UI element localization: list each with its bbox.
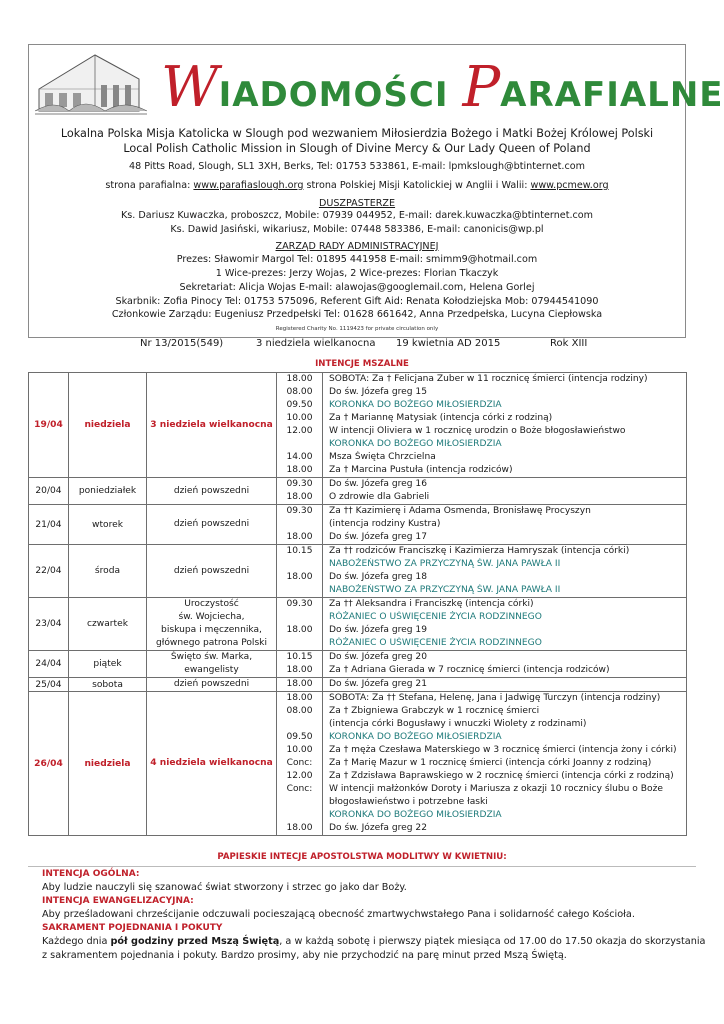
intention-line: Do św. Józefa greg 20 [329, 652, 427, 662]
board-member-3: Sekretariat: Alicja Wojas E-mail: alawojas@googlemail.com, Helena Gorlej [179, 282, 535, 293]
day-row [29, 505, 687, 545]
intention-line: Do św. Józefa greg 18 [329, 572, 427, 582]
day-date: 19/04 [29, 373, 69, 478]
mass-intentions [323, 545, 687, 598]
sacrament-heading: SAKRAMENT POJEDNANIA I POKUTY [42, 923, 223, 933]
newsletter-title [161, 55, 724, 119]
intention-line: Do św. Józefa greg 19 [329, 625, 427, 635]
mass-intentions [323, 598, 687, 651]
mass-time: 08.00 [286, 387, 313, 397]
mass-time: 09.50 [286, 732, 313, 742]
day-date: 25/04 [29, 678, 69, 692]
day-date: 20/04 [29, 478, 69, 505]
intention-line: Za †† rodziców Franciszkę i Kazimierza Hamryszak (intencja córki) [329, 546, 630, 556]
sacrament-text-2: z sakramentem pojednania i pokuty. Bardzo prosimy, aby nie przychodzić na parę minut przed Mszą Świętą. [42, 950, 567, 961]
mass-times [277, 373, 323, 478]
board-member-2: 1 Wice-prezes: Jerzy Wojas, 2 Wice-prezes: Florian Tkaczyk [215, 268, 499, 279]
day-weekday: piątek [69, 651, 147, 678]
feast-line: dzień powszedni [173, 519, 250, 529]
intention-line: Do św. Józefa greg 21 [329, 679, 427, 689]
mass-intentions [323, 505, 687, 545]
mass-time [277, 718, 322, 731]
intention-line: Za † Adriana Gierada w 7 rocznicę śmierci (intencja rodziców) [329, 665, 610, 675]
day-feast [147, 598, 277, 651]
mass-time: 18.00 [286, 823, 313, 833]
mass-time: 10.15 [286, 546, 313, 556]
intention-line: SOBOTA: Za † Felicjana Zuber w 11 rocznicę śmierci (intencja rodziny) [329, 374, 648, 384]
mass-time [277, 637, 322, 650]
mass-times [277, 692, 323, 836]
feast-line: Uroczystość [184, 599, 239, 609]
devotion-line: KORONKA DO BOŻEGO MIŁOSIERDZIA [329, 810, 502, 820]
issue-date: 19 kwietnia AD 2015 [396, 338, 501, 349]
masses-title: INTENCJE MSZALNE [315, 359, 409, 369]
mass-time: 18.00 [286, 374, 313, 384]
issue-number: Nr 13/2015(549) [140, 338, 224, 349]
day-date: 23/04 [29, 598, 69, 651]
mass-time: 09.30 [286, 506, 313, 516]
day-weekday: czwartek [69, 598, 147, 651]
day-feast [147, 545, 277, 598]
mass-time [277, 584, 322, 597]
intention-line: Do św. Józefa greg 16 [329, 479, 427, 489]
issue-year: Rok XIII [550, 338, 588, 349]
intention-line: Za †† Kazimierę i Adama Osmenda, Bronisławę Procyszyn [329, 506, 591, 516]
day-weekday: niedziela [69, 373, 147, 478]
day-feast [147, 478, 277, 505]
day-date: 22/04 [29, 545, 69, 598]
mass-intentions [323, 651, 687, 678]
day-row [29, 545, 687, 598]
mass-times [277, 598, 323, 651]
mass-time: 08.00 [286, 706, 313, 716]
mass-time: 18.00 [286, 693, 313, 703]
day-feast [147, 651, 277, 678]
mass-times [277, 651, 323, 678]
mass-time: 18.00 [286, 492, 313, 502]
devotion-line: RÓŻANIEC O UŚWIĘCENIE ŻYCIA RODZINNEGO [329, 612, 542, 622]
board-member-5: Członkowie Zarządu: Eugeniusz Przedpełski Tel: 01628 661642, Anna Przedpełska, Lucyna Ciepłowska [111, 309, 603, 320]
mass-time: 10.15 [286, 652, 313, 662]
mass-time [277, 438, 322, 451]
mass-time: 09.30 [286, 599, 313, 609]
day-feast [147, 692, 277, 836]
feast-line: ewangelisty [184, 665, 239, 675]
divider [28, 866, 696, 867]
church-illustration [35, 49, 147, 115]
day-weekday: niedziela [69, 692, 147, 836]
day-date: 24/04 [29, 651, 69, 678]
priests-heading: DUSZPASTERZE [318, 198, 396, 209]
day-row [29, 598, 687, 651]
websites-line: strona parafialna: www.parafiaslough.org strona Polskiej Misji Katolickiej w Anglii i Walii: www.pcmew.org [105, 180, 609, 191]
board-heading: ZARZĄD RADY ADMINISTRACYJNEJ [275, 241, 439, 252]
intention-line: (intencja rodziny Kustra) [329, 519, 441, 529]
mass-time: 10.00 [286, 745, 313, 755]
intention-line: W intencji Oliviera w 1 rocznicę urodzin o Boże błogosławieństwo [329, 426, 626, 436]
title-initial-w: W [161, 55, 219, 120]
priest-2: Ks. Dawid Jasiński, wikariusz, Mobile: 07448 583386, E-mail: canonicis@wp.pl [170, 224, 544, 235]
day-date: 21/04 [29, 505, 69, 545]
papal-intentions-title: PAPIESKIE INTECJE APOSTOLSTWA MODLITWY W KWIETNIU: [217, 852, 507, 862]
title-word-1: IADOMOŚCI [218, 75, 449, 115]
mass-time: 18.00 [286, 665, 313, 675]
intention-line: W intencji małżonków Doroty i Mariusza z okazji 10 rocznicy ślubu o Boże [329, 784, 663, 794]
mass-time [277, 796, 322, 809]
devotion-line: NABOŻEŃSTWO ZA PRZYCZYNĄ ŚW. JANA PAWŁA II [329, 559, 561, 569]
mass-time [277, 518, 322, 531]
mass-time: 09.30 [286, 479, 313, 489]
intention-line: Msza Święta Chrzcielna [329, 452, 436, 462]
day-feast [147, 373, 277, 478]
intention-line: (intencja córki Bogusławy i wnuczki Wiolety z rodzinami) [329, 719, 587, 729]
mass-times [277, 545, 323, 598]
devotion-line: KORONKA DO BOŻEGO MIŁOSIERDZIA [329, 732, 502, 742]
intention-line: Do św. Józefa greg 15 [329, 387, 427, 397]
day-weekday: wtorek [69, 505, 147, 545]
intention-line: O zdrowie dla Gabrieli [329, 492, 430, 502]
day-row [29, 651, 687, 678]
mass-time: Conc: [286, 758, 313, 768]
day-row [29, 678, 687, 692]
day-weekday: sobota [69, 678, 147, 692]
devotion-line: KORONKA DO BOŻEGO MIŁOSIERDZIA [329, 400, 502, 410]
pcmew-website-link[interactable]: www.pcmew.org [530, 180, 609, 191]
mass-time: 18.00 [286, 679, 313, 689]
feast-line: biskupa i męczennika, [161, 625, 262, 635]
feast-line: św. Wojciecha, [178, 612, 245, 622]
parish-website-link[interactable]: www.parafiaslough.org [193, 180, 304, 191]
general-intention-heading: INTENCJA OGÓLNA: [42, 869, 140, 879]
intention-line: Za † Marię Mazur w 1 rocznicę śmierci (intencja córki Joanny z rodziną) [329, 758, 652, 768]
feast-line: dzień powszedni [173, 565, 250, 576]
feast-line: dzień powszedni [173, 485, 250, 496]
mass-time: 18.00 [286, 572, 313, 582]
mass-time: 18.00 [286, 465, 313, 475]
mass-intentions [323, 478, 687, 505]
devotion-line: NABOŻEŃSTWO ZA PRZYCZYNĄ ŚW. JANA PAWŁA II [329, 585, 561, 595]
mass-time: 12.00 [286, 426, 313, 436]
sacrament-text-1: Każdego dnia pół godziny przed Mszą Świętą, a w każdą sobotę i pierwszy piątek miesiąca od 17.00 do 17.50 okazja do skorzystania [42, 936, 706, 947]
day-row [29, 692, 687, 836]
newsletter-header [28, 44, 724, 338]
mass-time: Conc: [286, 784, 313, 794]
intention-line: Za †† Aleksandra i Franciszkę (intencja córki) [329, 599, 534, 609]
general-intention-text: Aby ludzie nauczyli się szanować świat stworzony i strzec go jako dar Boży. [42, 882, 407, 893]
mass-intentions [323, 692, 687, 836]
title-initial-p: P [462, 55, 501, 120]
mass-time: 14.00 [286, 452, 313, 462]
day-weekday: poniedziałek [69, 478, 147, 505]
board-member-1: Prezes: Sławomir Margol Tel: 01895 441958 E-mail: smimm9@hotmail.com [176, 254, 538, 265]
feast-line: głównego patrona Polski [156, 638, 267, 648]
intention-line: Za † Zdzisława Baprawskiego w 2 rocznicę śmierci (intencja córki z rodziną) [329, 771, 674, 781]
intention-line: Za † męża Czesława Materskiego w 3 rocznicę śmierci (intencja żony i córki) [329, 745, 677, 755]
feast-line: dzień powszedni [173, 679, 250, 689]
intention-line: Za † Zbigniewa Grabczyk w 1 rocznicę śmierci [329, 706, 540, 716]
mass-time: 10.00 [286, 413, 313, 423]
intention-line: Za † Mariannę Matysiak (intencja córki z rodziną) [329, 413, 553, 423]
mass-time: 12.00 [286, 771, 313, 781]
day-date: 26/04 [29, 692, 69, 836]
priest-1: Ks. Dariusz Kuwaczka, proboszcz, Mobile: 07939 044952, E-mail: darek.kuwaczka@btinternet.com [121, 210, 593, 221]
mass-time: 18.00 [286, 532, 313, 542]
mass-time [277, 558, 322, 571]
intention-line: błogosławieństwo i potrzebne łaski [329, 797, 488, 807]
mass-times [277, 678, 323, 692]
feast-line: Święto św. Marka, [170, 652, 253, 662]
feast-line: 3 niedziela wielkanocna [150, 419, 273, 430]
mission-address: 48 Pitts Road, Slough, SL1 3XH, Berks, Tel: 01753 533861, E-mail: lpmkslough@btinternet.com [129, 161, 585, 172]
intention-line: SOBOTA: Za †† Stefana, Helenę, Jana i Jadwigę Turczyn (intencja rodziny) [329, 693, 661, 703]
charity-number: Registered Charity No. 1119423 for private circulation only [275, 326, 439, 332]
feast-line: 4 niedziela wielkanocna [150, 758, 273, 768]
issue-info [130, 338, 602, 351]
mass-intentions [323, 373, 687, 478]
mass-intentions-table [28, 372, 687, 836]
board-member-4: Skarbnik: Zofia Pinocy Tel: 01753 575096, Referent Gift Aid: Renata Kołodziejska Mob: 07944541090 [115, 296, 599, 307]
title-word-2: ARAFIALNE [500, 75, 724, 115]
mission-name-pl: Lokalna Polska Misja Katolicka w Slough pod wezwaniem Miłosierdzia Bożego i Matki Bożej Królowej Polski [60, 127, 654, 140]
devotion-line: KORONKA DO BOŻEGO MIŁOSIERDZIA [329, 439, 502, 449]
day-feast [147, 505, 277, 545]
intention-line: Do św. Józefa greg 17 [329, 532, 427, 542]
mass-time [277, 809, 322, 822]
devotion-line: RÓŻANIEC O UŚWIĘCENIE ŻYCIA RODZINNEGO [329, 638, 542, 648]
day-weekday: środa [69, 545, 147, 598]
evangel-intention-text: Aby prześladowani chrześcijanie odczuwali pocieszającą obecność zmartwychwstałego Pana i solidarność całego Kościoła. [42, 909, 635, 920]
intention-line: Za † Marcina Pustuła (intencja rodziców) [329, 465, 513, 475]
mass-times [277, 505, 323, 545]
day-row [29, 478, 687, 505]
mission-name-en: Local Polish Catholic Mission in Slough of Divine Mercy & Our Lady Queen of Poland [123, 142, 591, 155]
day-feast [147, 678, 277, 692]
mass-times [277, 478, 323, 505]
mass-time: 09.50 [286, 400, 313, 410]
mass-time: 18.00 [286, 625, 313, 635]
evangel-intention-heading: INTENCJA EWANGELIZACYJNA: [42, 896, 194, 906]
day-row [29, 373, 687, 478]
mass-intentions [323, 678, 687, 692]
intention-line: Do św. Józefa greg 22 [329, 823, 427, 833]
issue-sunday: 3 niedziela wielkanocna [256, 338, 376, 349]
mass-time [277, 611, 322, 624]
